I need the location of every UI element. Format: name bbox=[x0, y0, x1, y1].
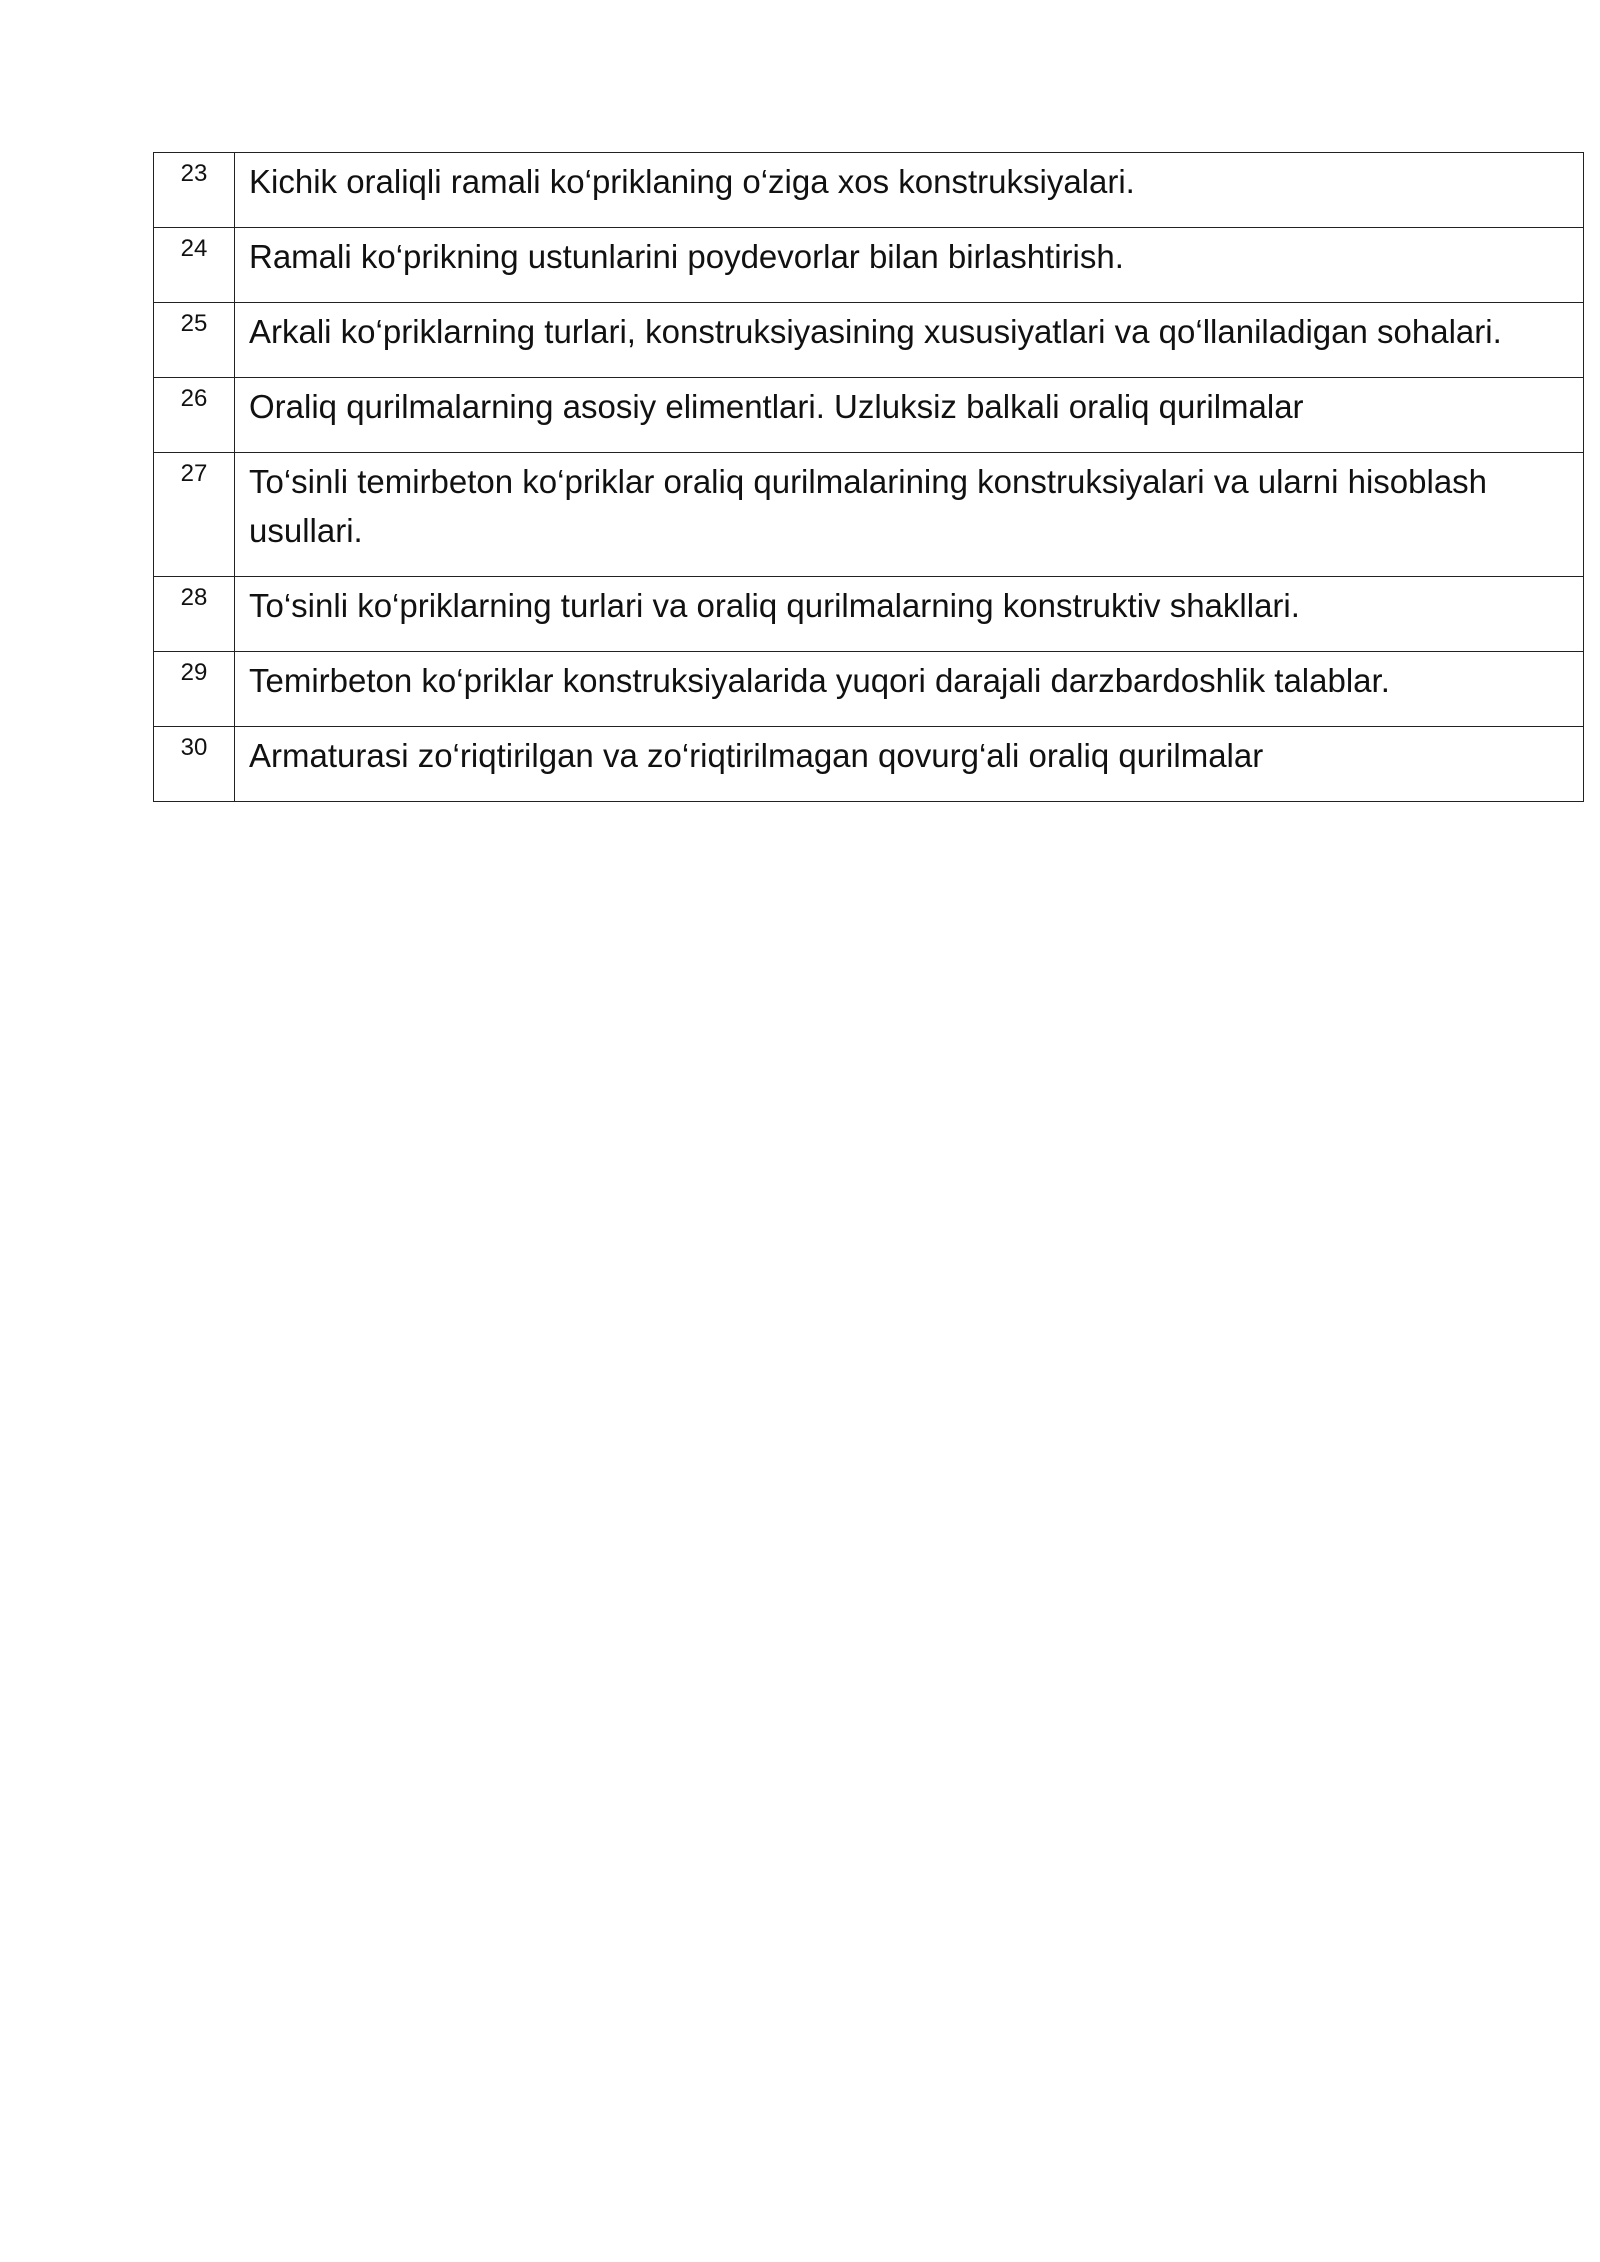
row-topic: Kichik oraliqli ramali ko‘priklaning o‘ziga xos konstruksiyalari. bbox=[235, 153, 1584, 228]
row-number: 30 bbox=[154, 727, 235, 802]
row-number: 26 bbox=[154, 378, 235, 453]
table-row bbox=[154, 303, 1584, 378]
row-topic: To‘sinli ko‘priklarning turlari va oraliq qurilmalarning konstruktiv shakllari. bbox=[235, 577, 1584, 652]
row-number: 23 bbox=[154, 153, 235, 228]
table-row bbox=[154, 378, 1584, 453]
table-row bbox=[154, 727, 1584, 802]
row-topic: To‘sinli temirbeton ko‘priklar oraliq qurilmalarining konstruksiyalari va ularni hisoblash usullari. bbox=[235, 453, 1584, 577]
row-topic: Temirbeton ko‘priklar konstruksiyalarida yuqori darajali darzbardoshlik talablar. bbox=[235, 652, 1584, 727]
table-row bbox=[154, 153, 1584, 228]
topics-table bbox=[153, 152, 1584, 802]
row-number: 27 bbox=[154, 453, 235, 577]
row-topic: Oraliq qurilmalarning asosiy elimentlari. Uzluksiz balkali oraliq qurilmalar bbox=[235, 378, 1584, 453]
table-row bbox=[154, 453, 1584, 577]
row-topic: Armaturasi zo‘riqtirilgan va zo‘riqtirilmagan qovurg‘ali oraliq qurilmalar bbox=[235, 727, 1584, 802]
row-topic: Ramali ko‘prikning ustunlarini poydevorlar bilan birlashtirish. bbox=[235, 228, 1584, 303]
row-number: 24 bbox=[154, 228, 235, 303]
row-topic: Arkali ko‘priklarning turlari, konstruksiyasining xususiyatlari va qo‘llaniladigan sohalari. bbox=[235, 303, 1584, 378]
table-row bbox=[154, 577, 1584, 652]
table-row bbox=[154, 652, 1584, 727]
row-number: 29 bbox=[154, 652, 235, 727]
row-number: 25 bbox=[154, 303, 235, 378]
row-number: 28 bbox=[154, 577, 235, 652]
table-row bbox=[154, 228, 1584, 303]
